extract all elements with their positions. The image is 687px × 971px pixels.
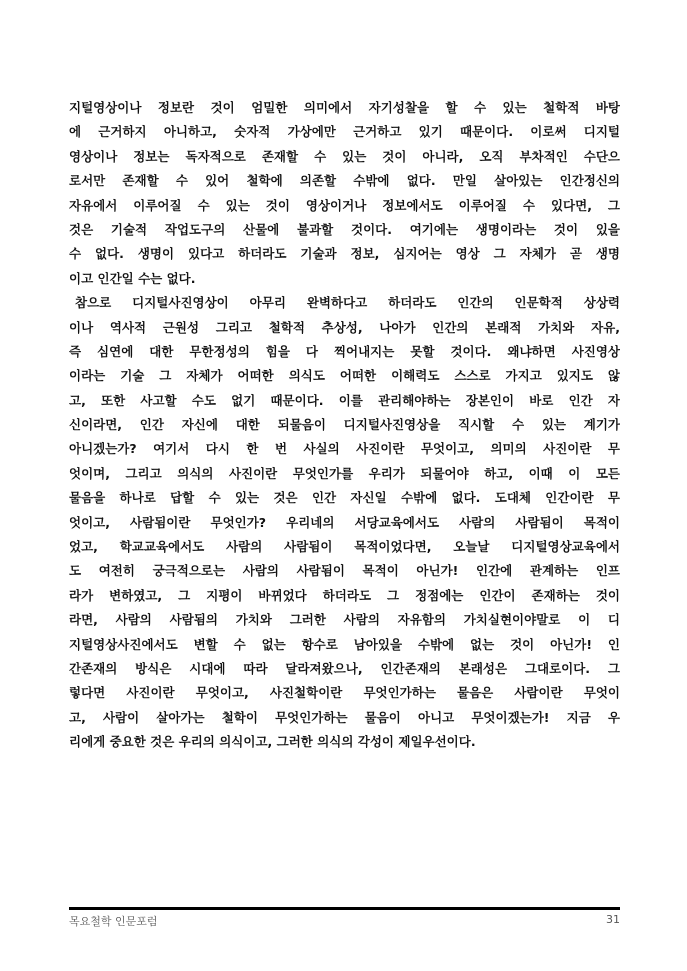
- text-line: 렇다면 사진이란 무엇이고, 사진철학이란 무엇인가하는 물음은 사람이란 무엇이: [69, 685, 620, 701]
- text-line: 자유에서 이루어질 수 있는 것이 영상이거나 정보에서도 이루어질 수 있다면, 그: [69, 197, 620, 213]
- text-line: 리에게 중요한 것은 우리의 의식이고, 그러한 의식의 각성이 제일우선이다.: [69, 734, 476, 750]
- text-line: 영상이나 정보는 독자적으로 존재할 수 있는 것이 아니라, 오직 부차적인 수단으: [69, 148, 620, 164]
- body-text: [69, 96, 620, 755]
- footer-rule: [69, 907, 620, 910]
- text-line: 지털영상이나 정보란 것이 엄밀한 의미에서 자기성찰을 할 수 있는 철학적 바탕: [69, 100, 620, 115]
- text-line: 라가 변하였고, 그 지평이 바뀌었다 하더라도 그 정점에는 인간이 존재하는 것이: [69, 587, 620, 603]
- footer-journal-title: 목요철학 인문포럼: [69, 915, 158, 928]
- text-line: 물음을 하나로 답할 수 있는 것은 인간 자신일 수밖에 없다. 도대체 인간이란 무: [69, 490, 620, 506]
- text-line: 이고 인간일 수는 없다.: [69, 270, 196, 286]
- text-line: 신이라면, 인간 자신에 대한 되물음이 디지털사진영상을 직시할 수 있는 계기가: [69, 417, 620, 433]
- text-line: 것은 기술적 작업도구의 산물에 불과할 것이다. 여기에는 생명이라는 것이 있을: [69, 221, 620, 237]
- text-line: 로서만 존재할 수 있어 철학에 의존할 수밖에 없다. 만일 살아있는 인간정신의: [69, 173, 620, 189]
- text-line: 었고, 학교교육에서도 사람의 사람됨이 목적이었다면, 오늘날 디지털영상교육에서: [69, 539, 620, 555]
- text-line: 참으로 디지털사진영상이 아무리 완벽하다고 하더라도 인간의 인문학적 상상력: [75, 295, 620, 311]
- text-line: 라면, 사람의 사람됨의 가치와 그러한 사람의 자유함의 가치실현이야말로 이 디: [69, 612, 620, 628]
- footer-page-number: 31: [606, 913, 620, 926]
- text-line: 고, 사람이 살아가는 철학이 무엇인가하는 물음이 아니고 무엇이겠는가! 지금 우: [69, 709, 620, 725]
- text-line: 고, 또한 사고할 수도 없기 때문이다. 이를 관리해야하는 장본인이 바로 인간 자: [69, 392, 620, 408]
- text-line: 수 없다. 생명이 있다고 하더라도 기술과 정보, 심지어는 영상 그 자체가 곧 생명: [69, 246, 620, 262]
- text-line: 도 여전히 궁극적으로는 사람의 사람됨이 목적이 아닌가! 인간에 관계하는 인프: [69, 563, 620, 579]
- text-line: 엇이고, 사람됨이란 무엇인가? 우리네의 서당교육에서도 사람의 사람됨이 목적이: [69, 514, 620, 530]
- text-line: 엇이며, 그리고 의식의 사진이란 무엇인가를 우리가 되물어야 하고, 이때 이 모든: [69, 465, 620, 481]
- text-line: 이라는 기술 그 자체가 어떠한 의식도 어떠한 이해력도 스스로 가지고 있지도 않: [69, 368, 620, 384]
- text-line: 간존재의 방식은 시대에 따라 달라져왔으나, 인간존재의 본래성은 그대로이다. 그: [69, 660, 620, 676]
- text-line: 아니겠는가? 여기서 다시 한 번 사실의 사진이란 무엇이고, 의미의 사진이란 무: [69, 441, 620, 457]
- text-line: 즉 심연에 대한 무한정성의 힘을 다 찍어내지는 못할 것이다. 왜냐하면 사진영상: [69, 343, 620, 359]
- text-line: 에 근거하지 아니하고, 숫자적 가상에만 근거하고 있기 때문이다. 이로써 디지털: [69, 124, 620, 140]
- text-line: 지털영상사진에서도 변할 수 없는 항수로 남아있을 수밖에 없는 것이 아닌가! 인: [69, 636, 620, 652]
- text-line: 이나 역사적 근원성 그리고 철학적 추상성, 나아가 인간의 본래적 가치와 자유,: [69, 319, 620, 335]
